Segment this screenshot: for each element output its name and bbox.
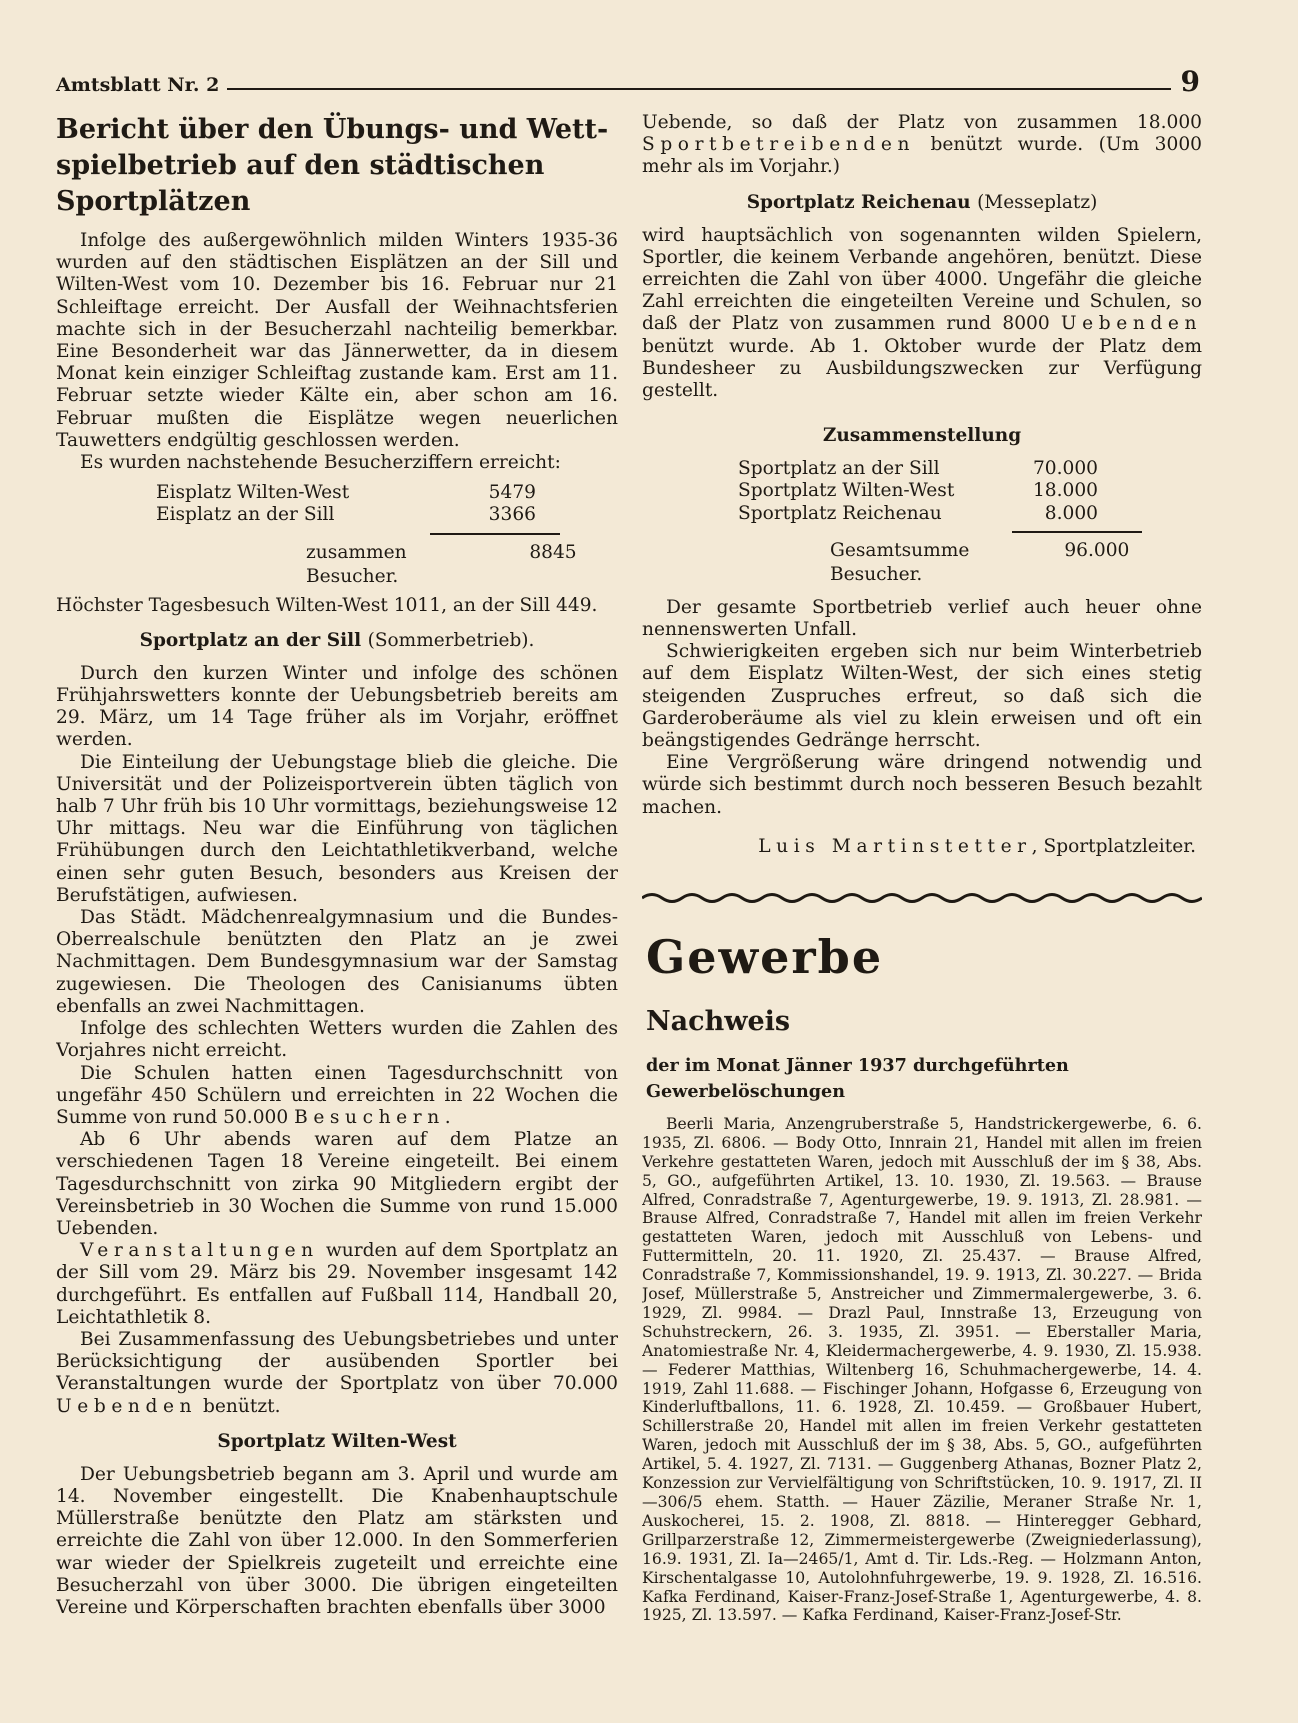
- article-title: [56, 112, 618, 220]
- summary-place: Sportplatz an der Sill: [738, 458, 940, 480]
- page-header: [56, 64, 1200, 98]
- paragraph-peak-visits: Höchster Tagesbesuch Wilten-West 1011, an der Sill 449.: [56, 594, 598, 616]
- spaced-word: Uebenden: [56, 1395, 198, 1417]
- signature-name: Luis Martinstetter: [758, 835, 1032, 857]
- section-heading-text: Sportplatz Wilten-West: [217, 1430, 457, 1452]
- text-run: benützt wurde. Ab 1. Oktober wurde der Platz dem Bundesheer zu Ausbildungszwecken zur Verfügung gestellt.: [642, 335, 1202, 402]
- wavy-divider: [642, 891, 1202, 905]
- paragraph-wilten-cont: [642, 112, 1202, 179]
- table-row: [156, 504, 584, 526]
- sum-unit: Besucher.: [306, 565, 399, 587]
- cancellation-list: [642, 1115, 1202, 1625]
- paragraph-summary-sill: [56, 1329, 618, 1418]
- text-run: wurden auf dem Sportplatz an der Sill vom 29. März bis 29. November insgesamt 142 durchgeführt. Es entfallen auf Fußball 114, Handball 20, Leichtathletik 8.: [56, 1240, 618, 1328]
- cancellation-entries: Beerli Maria, Anzengruberstraße 5, Handstrickergewerbe, 6. 6. 1935, Zl. 6806. — Body Otto, Innrain 21, Handel mit allen im freien Verkehre gestatteten Waren, jedoch mit Ausschluß der im § 38, Abs. 5, GO., aufgeführten Artikel, 13. 10. 1930, Zl. 19.563. — Brause Alfred, Conradstraße 7, Agenturgewerbe, 19. 9. 1913, Zl. 28.981. — Brause Alfred, Conradstraße 7, Handel mit allen im freien Verkehr gestatteten Waren, jedoch mit Ausschluß von Lebens- und Futtermitteln, 20. 11. 1920, Zl. 25.437. — Brause Alfred, Conradstraße 7, Kommissionshandel, 19. 9. 1913, Zl. 30.227. — Brida Josef, Müllerstraße 5, Anstreicher und Zimmermalergewerbe, 3. 6. 1929, Zl. 9984. — Drazl Paul, Innstraße 13, Erzeugung von Schuhstreckern, 26. 3. 1935, Zl. 3951. — Eberstaller Maria, Anatomiestraße Nr. 4, Kleidermachergewerbe, 4. 9. 1930, Zl. 15.938. — Federer Matthias, Wiltenberg 16, Schuhmachergewerbe, 14. 4. 1919, Zahl 11.688. — Fischinger Johann, Hofgasse 6, Erzeugung von Kinderluftballons, 11. 6. 1928, Zl. 10.459. — Großbauer Hubert, Schillerstraße 20, Handel mit allen im freien Verkehr gestatteten Waren, jedoch mit Ausschluß der im § 38, Abs. 5, GO., aufgeführten Artikel, 5. 4. 1927, Zl. 7131. — Guggenberg Athanas, Bozner Platz 2, Konzession zur Vervielfältigung von Schriftstücken, 10. 9. 1917, Zl. II—306/5 ehem. Statth. — Hauer Zäzilie, Meraner Straße Nr. 1, Auskocherei, 15. 2. 1908, Zl. 8818. — Hinteregger Gebhard, Grillparzerstraße 12, Zimmermeistergewerbe (Zweigniederlassung), 16.9. 1931, Zl. Ia—2465/1, Amt d. Tir. Lds.-Reg. — Holzmann Anton, Kirschentalgasse 10, Autolohnfuhrgewerbe, 19. 9. 1928, Zl. 16.516. Kafka Ferdinand, Kaiser-Franz-Josef-Straße 1, Agenturgewerbe, 4. 8. 1925, Zl. 13.597. — Kafka Ferdinand, Kaiser-Franz-Josef-Str.: [642, 1114, 1202, 1625]
- signature: [642, 835, 1196, 859]
- total-label: Gesamtsumme: [830, 539, 970, 561]
- table-row: [738, 480, 1098, 502]
- spaced-word: Uebenden: [1060, 313, 1202, 335]
- grand-total: [642, 539, 1202, 587]
- paragraph-schools: Das Städt. Mädchenrealgymnasium und die Bundes-Oberrealschule benützten den Platz an je zwei Nachmittagen. Dem Bundesgymnasium war der Samstag zugewiesen. Die Theologen des Canisianums übten ebenfalls an zwei Nachmittagen.: [56, 907, 618, 1017]
- paragraph-clubs: Ab 6 Uhr abends waren auf dem Platze an verschiedenen Tagen 18 Vereine eingeteilt. Bei einem Tagesdurchschnitt von zirka 90 Mitgliedern ergibt der Vereinsbetrieb in 30 Wochen die Summe von rund 15.000 Uebenden.: [56, 1129, 618, 1239]
- text-run: Uebende, so daß der Platz von zusammen 18.000: [642, 112, 1202, 133]
- section-heading-summary: [642, 424, 1202, 448]
- visitor-sum: [56, 541, 618, 589]
- total-unit: Besucher.: [830, 563, 923, 585]
- total-rule: [1012, 531, 1142, 533]
- sum-rule: [430, 533, 560, 535]
- paragraph-weather: Infolge des schlechten Wetters wurden die Zahlen des Vorjahres nicht erreicht.: [56, 1018, 618, 1062]
- visitor-table: [156, 482, 584, 526]
- article-title-line1: Bericht über den Übungs- und Wett-: [56, 114, 609, 145]
- summary-count: 8.000: [1044, 502, 1098, 524]
- table-row: [738, 503, 1098, 525]
- page-number: 9: [1180, 65, 1200, 98]
- visitor-count: 3366: [488, 504, 536, 526]
- section-heading-note: (Messeplatz): [977, 191, 1098, 213]
- text-run: Die Schulen hatten einen Tagesdurchschnitt von ungefähr 450 Schülern und erreichten in 22 Wochen die Summe von rund 50.000: [56, 1062, 618, 1128]
- subsection-subtitle-line1: der im Monat Jänner 1937 durchgeführten: [646, 1054, 1069, 1076]
- left-column: [56, 112, 618, 1619]
- signature-role: , Sportplatzleiter.: [1031, 835, 1196, 857]
- paragraph-no-accidents: Der gesamte Sportbetrieb verlief auch heuer ohne nennenswerten Unfall.: [642, 596, 1202, 641]
- paragraph-visitor-intro: Es wurden nachstehende Besucherziffern erreicht:: [80, 452, 561, 474]
- sum-label: zusammen: [306, 541, 407, 563]
- article-title-line2: spielbetrieb auf den städtischen Sportplätzen: [56, 150, 545, 217]
- summary-table: [738, 458, 1098, 525]
- publication-title: Amtsblatt Nr. 2: [56, 74, 220, 96]
- section-heading-sill: [56, 629, 618, 653]
- summary-place: Sportplatz Wilten-West: [738, 480, 955, 502]
- text-run: benützt.: [197, 1395, 281, 1417]
- section-heading-text: Sportplatz Reichenau: [746, 191, 971, 213]
- section-heading-text: Zusammenstellung: [822, 425, 1022, 447]
- summary-count: 70.000: [1032, 458, 1098, 480]
- paragraph-difficulties: Schwierigkeiten ergeben sich nur beim Winterbetrieb auf dem Eisplatz Wilten-West, der sich eines stetig steigenden Zuspruches erfreut, so daß sich die Garderoberäume als viel zu klein erweisen und oft ein beängstigendes Gedränge herrscht.: [642, 641, 1202, 752]
- section-heading-note: (Sommerbetrieb).: [367, 629, 535, 651]
- paragraph-schedule: Die Einteilung der Uebungstage blieb die gleiche. Die Universität und der Polizeisportverein übten täglich von halb 7 Uhr früh bis 10 Uhr vormittags, beziehungsweise 12 Uhr mittags. Neu war die Einführung von täglichen Frühübungen durch den Leichtathletikverband, welche einen sehr guten Besuch, besonders aus Kreisen der Berufstätigen, aufwiesen.: [56, 751, 618, 906]
- section-heading-wilten: [56, 1430, 618, 1454]
- paragraph-opening: Durch den kurzen Winter und infolge des schönen Frühjahrswetters konnte der Uebungsbetrieb bereits am 29. März, um 14 Tage früher als im Vorjahr, eröffnet werden.: [56, 662, 618, 751]
- table-row: [738, 458, 1098, 480]
- paragraph-school-average: [56, 1063, 618, 1130]
- paragraph-wilten: Der Uebungsbetrieb begann am 3. April und wurde am 14. November eingestellt. Die Knabenhauptschule Müllerstraße benützte den Platz am stärksten und erreichte die Zahl von über 12.000. In den Sommerferien war wieder der Spielkreis zugeteilt und erreichte eine Besucherzahl von über 3000. Die übrigen eingeteilten Vereine und Körperschaften brachten ebenfalls über 3000: [56, 1463, 618, 1618]
- spaced-word: Sportbetreibenden: [642, 134, 916, 156]
- text-run: Bei Zusammenfassung des Uebungsbetriebes und unter Berücksichtigung der ausübenden Sportler bei Veranstaltungen wurde der Sportplatz von über 70.000: [56, 1328, 618, 1395]
- text-run: benützt wurde. (Um 3000 mehr als im Vorjahr.): [642, 134, 1202, 178]
- summary-count: 18.000: [1032, 480, 1098, 502]
- section-heading-text: Sportplatz an der Sill: [139, 629, 362, 651]
- spaced-word: Besuchern.: [294, 1106, 457, 1128]
- paragraph-winter: Infolge des außergewöhnlich milden Winters 1935-36 wurden auf den städtischen Eisplätzen an der Sill und Wilten-West vom 10. Dezember bis 16. Februar nur 21 Schleiftage erreicht. Der Ausfall der Weihnachtsferien machte sich in der Besucherzahl nachteilig bemerkbar. Eine Besonderheit war das Jännerwetter, da in diesem Monat kein einziger Schleiftag zustande kam. Erst am 11. Februar setzte wieder Kälte ein, aber schon am 16. Februar mußten die Eisplätze wegen neuerlichen Tauwetters endgültig geschlossen werden.: [56, 230, 618, 451]
- paragraph-events: [56, 1240, 618, 1329]
- paragraph-reichenau: [642, 225, 1202, 403]
- visitor-place: Eisplatz Wilten-West: [156, 482, 350, 504]
- spaced-word: Veranstaltungen: [80, 1240, 319, 1262]
- subsection-subtitle-line2: Gewerbelöschungen: [646, 1080, 846, 1102]
- table-row: [156, 482, 584, 504]
- visitor-count: 5479: [488, 482, 536, 504]
- summary-place: Sportplatz Reichenau: [738, 502, 942, 524]
- sum-value: 8845: [529, 541, 577, 563]
- header-rule: [227, 88, 1170, 90]
- text-run: wird hauptsächlich von sogenannten wilden Spielern, Sportler, die keinem Verbande angehören, benützt. Diese erreichten die Zahl von über 4000. Ungefähr die gleiche Zahl erreichten die eingeteilten Vereine und Schulen, so daß der Platz von zusammen rund 8000: [642, 224, 1202, 335]
- section-title-gewerbe: Gewerbe: [646, 929, 884, 984]
- subsection-title: Nachweis: [646, 1005, 791, 1037]
- visitor-place: Eisplatz an der Sill: [156, 504, 335, 526]
- right-column: [642, 112, 1202, 1625]
- total-value: 96.000: [1064, 539, 1130, 561]
- section-heading-reichenau: [642, 191, 1202, 215]
- paragraph-enlargement: Eine Vergrößerung wäre dringend notwendig und würde sich bestimmt durch noch besseren Besuch bezahlt machen.: [642, 752, 1202, 818]
